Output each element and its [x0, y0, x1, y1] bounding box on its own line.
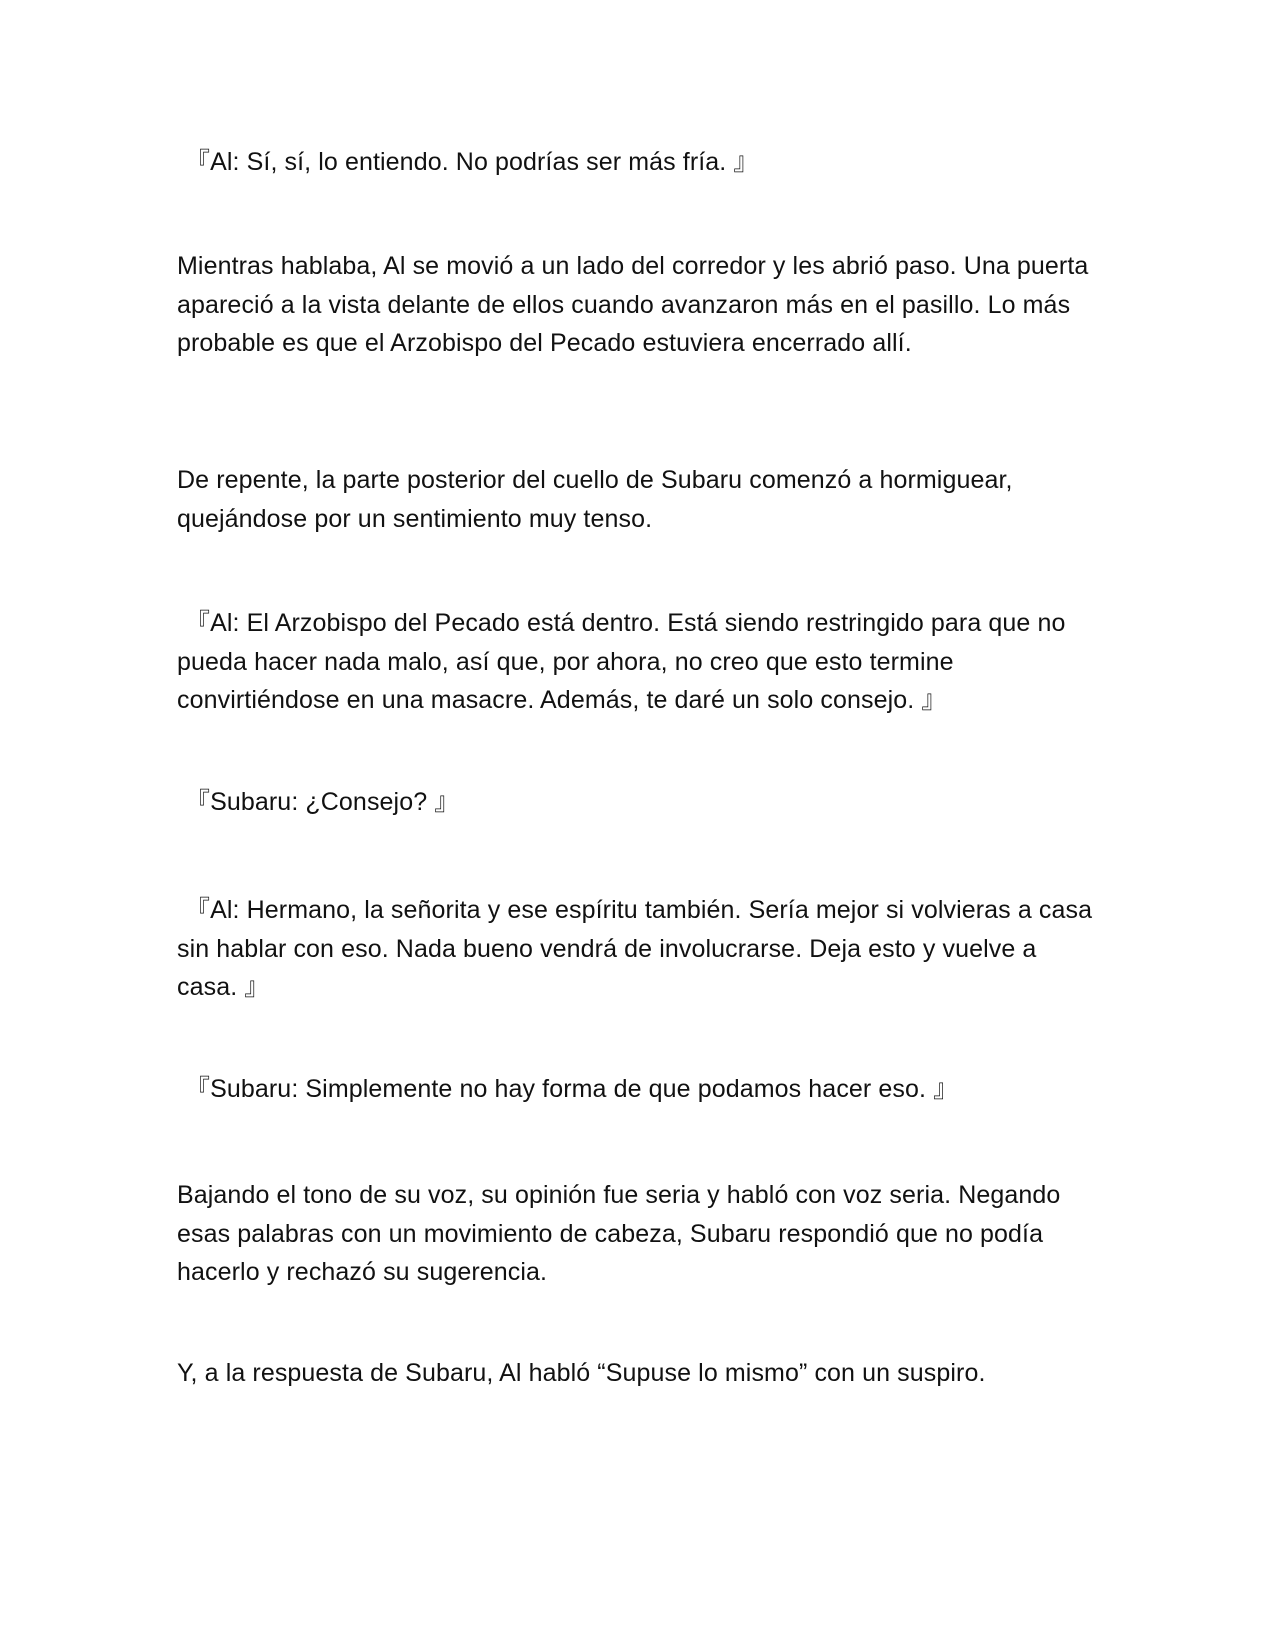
- narration-subaru-rejects: Bajando el tono de su voz, su opinión fue seria y habló con voz seria. Negando esas palabras con un movimiento de cabeza, Subaru respondió que no podía hacerlo y rechazó su sugerencia.: [177, 1181, 1061, 1286]
- dialogue-al-go-home: 『Al: Hermano, la señorita y ese espíritu también. Sería mejor si volvieras a casa sin hablar con eso. Nada bueno vendrá de involucrarse. Deja esto y vuelve a casa. 』: [177, 896, 1093, 1001]
- narration-door-appears: Mientras hablaba, Al se movió a un lado del corredor y les abrió paso. Una puerta apareció a la vista delante de ellos cuando avanzaron más en el pasillo. Lo más probable es que el Arzobispo del Pecado estuviera encerrado allí.: [177, 252, 1089, 357]
- dialogue-al-archbishop-inside: 『Al: El Arzobispo del Pecado está dentro. Está siendo restringido para que no pueda hacer nada malo, así que, por ahora, no creo que esto termine convirtiéndose en una masacre. Además, te daré un solo consejo. 』: [177, 609, 1066, 714]
- narration-al-sighs: Y, a la respuesta de Subaru, Al habló “Supuse lo mismo” con un suspiro.: [177, 1359, 986, 1387]
- dialogue-subaru-refuse: 『Subaru: Simplemente no hay forma de que podamos hacer eso. 』: [185, 1075, 959, 1103]
- dialogue-al-understand: 『Al: Sí, sí, lo entiendo. No podrías ser más fría. 』: [185, 148, 759, 176]
- narration-neck-tingle: De repente, la parte posterior del cuello de Subaru comenzó a hormiguear, quejándose por un sentimiento muy tenso.: [177, 466, 1013, 533]
- dialogue-subaru-advice: 『Subaru: ¿Consejo? 』: [185, 788, 460, 816]
